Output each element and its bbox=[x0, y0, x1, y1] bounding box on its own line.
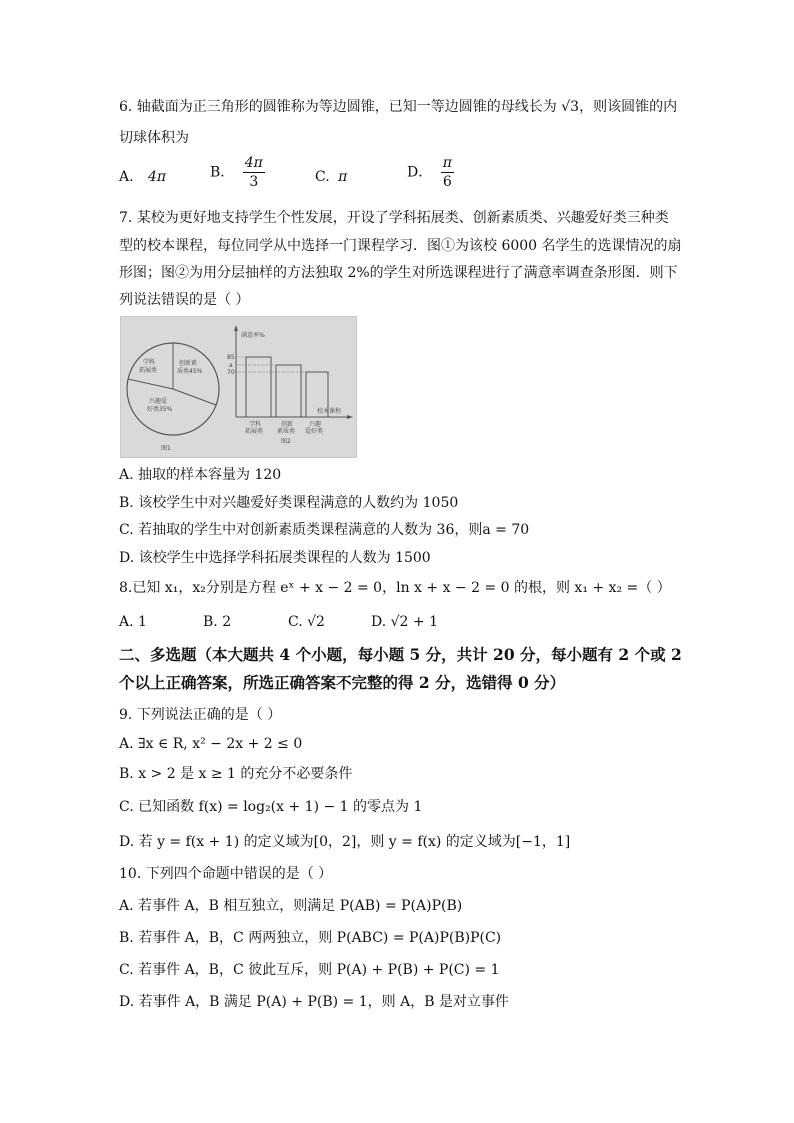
q7-stem-line4: 列说法错误的是（ ） bbox=[119, 292, 250, 308]
pie-label: 拓展类 bbox=[139, 367, 158, 374]
fraction bbox=[441, 154, 454, 191]
bar-category: 素质类 bbox=[277, 428, 296, 435]
pie-divider bbox=[128, 379, 173, 389]
bar-tick: 70 bbox=[227, 369, 235, 376]
pie-label: 好类35% bbox=[147, 406, 173, 413]
q10-option-c: C. 若事件 A，B，C 彼此互斥，则 P(A) + P(B) + P(C) = 1 bbox=[119, 962, 500, 978]
q10-stem: 10. 下列四个命题中错误的是（ ） bbox=[119, 866, 333, 882]
q6-stem-line1: 6. 轴截面为正三角形的圆锥称为等边圆锥，已知一等边圆锥的母线长为 √3，则该圆锥的内 bbox=[119, 99, 678, 115]
fraction-denominator: 3 bbox=[249, 174, 259, 190]
bar-tick: 85 bbox=[227, 354, 235, 361]
q10-option-d: D. 若事件 A，B 满足 P(A) + P(B) = 1，则 A，B 是对立事件 bbox=[119, 994, 509, 1010]
q6-option-b bbox=[210, 154, 265, 191]
q7-option-d: D. 该校学生中选择学科拓展类课程的人数为 1500 bbox=[119, 550, 431, 566]
q7-figure-svg bbox=[121, 317, 356, 457]
q9-option-a: A. ∃x ∈ R, x² − 2x + 2 ≤ 0 bbox=[119, 736, 303, 752]
q6-option-d bbox=[407, 154, 454, 191]
q7-stem-line1: 7. 某校为更好地支持学生个性发展，开设了学科拓展类、创新素质类、兴趣爱好类三种类 bbox=[119, 210, 669, 226]
q6-stem-line2: 切球体积为 bbox=[119, 130, 189, 146]
option-label: B． bbox=[210, 164, 235, 181]
bar bbox=[276, 365, 301, 417]
q7-stem-line3: 形图；图②为用分层抽样的方法独取 2%的学生对所选课程进行了满意率调查条形图．则下 bbox=[119, 265, 678, 281]
q9-option-d: D. 若 y = f(x + 1) 的定义域为[0，2]，则 y = f(x) 的定义域为[−1，1] bbox=[119, 834, 571, 850]
q7-figure bbox=[120, 316, 357, 458]
pie-divider bbox=[173, 389, 216, 405]
q9-option-c: C. 已知函数 f(x) = log₂(x + 1) − 1 的零点为 1 bbox=[119, 799, 423, 815]
pie-label: 兴趣爱 bbox=[149, 398, 168, 405]
q9-option-b: B. x > 2 是 x ≥ 1 的充分不必要条件 bbox=[119, 766, 353, 782]
q7-option-a: A. 抽取的样本容量为 120 bbox=[119, 467, 282, 483]
fraction-numerator: 4π bbox=[244, 155, 263, 171]
q6-option-c bbox=[315, 167, 347, 187]
option-label: D． bbox=[407, 164, 433, 181]
option-value: π bbox=[338, 169, 348, 185]
section-heading-line1: 二、多选题（本大题共 4 个小题，每小题 5 分，共计 20 分，每小题有 2 个或 2 bbox=[119, 645, 682, 664]
pie-label: 质类45% bbox=[177, 368, 203, 375]
q7-stem-line2: 型的校本课程，每位同学从中选择一门课程学习．图①为该校 6000 名学生的选课情况的扇 bbox=[119, 238, 682, 254]
fraction-denominator: 6 bbox=[442, 174, 452, 190]
q8-option-c: C. √2 bbox=[288, 614, 325, 630]
q7-option-c: C. 若抽取的学生中对创新素质类课程满意的人数为 36，则a = 70 bbox=[119, 522, 530, 538]
y-axis-arrow bbox=[234, 325, 238, 331]
q10-option-b: B. 若事件 A，B，C 两两独立，则 P(ABC) = P(A)P(B)P(C) bbox=[119, 930, 502, 946]
q10-option-a: A. 若事件 A，B 相互独立，则满足 P(AB) = P(A)P(B) bbox=[119, 898, 463, 914]
bar-category: 兴趣 bbox=[309, 421, 322, 428]
q6-option-a bbox=[119, 167, 166, 187]
q8-option-a: A. 1 bbox=[119, 614, 147, 630]
bar bbox=[246, 357, 271, 417]
fraction bbox=[243, 154, 265, 191]
q9-stem: 9. 下列说法正确的是（ ） bbox=[119, 707, 282, 723]
fraction-numerator: π bbox=[442, 155, 452, 171]
pie-label: 学科 bbox=[143, 359, 156, 366]
pie-label: 创新素 bbox=[179, 360, 198, 367]
q8-option-d: D. √2 + 1 bbox=[371, 614, 438, 630]
option-value: 4π bbox=[148, 169, 167, 185]
x-axis-arrow bbox=[347, 415, 353, 419]
bar-category: 学科 bbox=[249, 421, 262, 428]
bar-tick: a bbox=[229, 362, 233, 369]
q8-option-b: B. 2 bbox=[203, 614, 232, 630]
bar-category: 拓展类 bbox=[245, 428, 264, 435]
bar-x-label: 校本课程 bbox=[317, 408, 342, 415]
option-label: C. bbox=[315, 169, 330, 185]
bar-caption: 图2 bbox=[281, 438, 291, 445]
bar-y-label: 满意率% bbox=[241, 332, 265, 339]
section-heading-line2: 个以上正确答案，所选正确答案不完整的得 2 分，选错得 0 分） bbox=[119, 673, 566, 692]
option-label: A. bbox=[119, 169, 134, 185]
pie-caption: 图1 bbox=[161, 445, 171, 452]
q8-stem: 8.已知 x₁，x₂分别是方程 eˣ + x − 2 = 0，ln x + x − 2 = 0 的根，则 x₁ + x₂ =（ ） bbox=[119, 580, 671, 596]
q7-option-b: B. 该校学生中对兴趣爱好类课程满意的人数约为 1050 bbox=[119, 495, 459, 511]
bar-category: 创新 bbox=[281, 421, 294, 428]
bar-category: 爱好类 bbox=[305, 428, 324, 435]
